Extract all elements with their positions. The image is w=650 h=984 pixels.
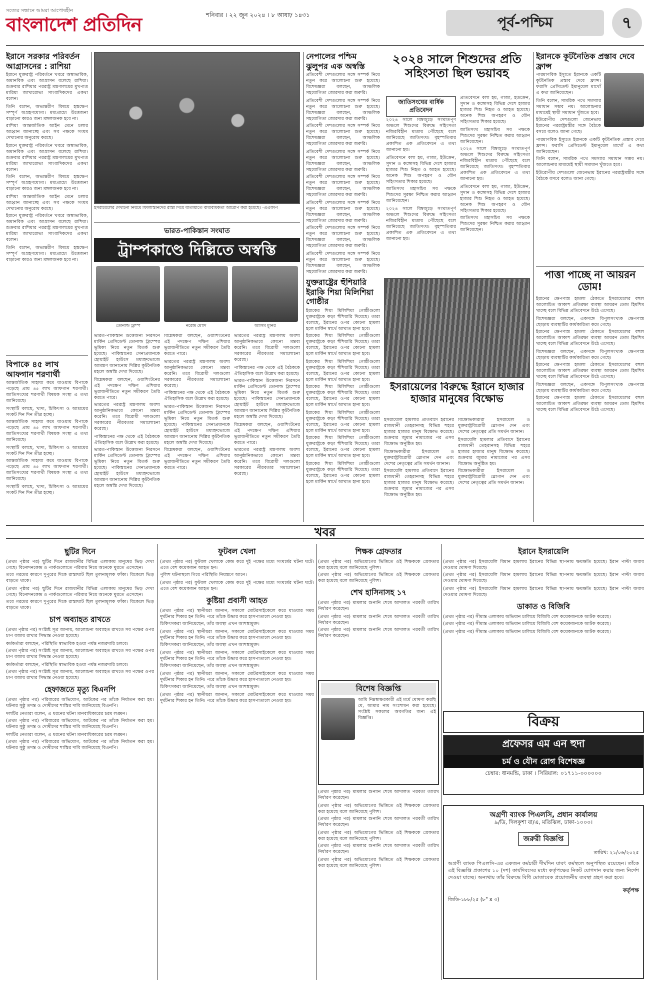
body-text: তিনি বলেন, অভ্যন্তরীণ বিষয়ে হস্তক্ষেপ সম্পূর্ণ অগ্রহণযোগ্য। মধ্যপ্রাচ্যে উত্তেজনা বাড়ানো কারও জন্য মঙ্গলজনক হবে না।: [6, 104, 88, 122]
newspaper-logo[interactable]: [6, 8, 186, 38]
subheadline[interactable]: ইরানে ইসরায়েলি: [518, 547, 569, 556]
body-text: (প্রথম পৃষ্ঠার পর) মামলার শুনানি শেষে আদালত পরবর্তী তারিখ নির্ধারণ করেছেন।: [318, 817, 439, 828]
body-text: আন্তর্জাতিক সাহায্য কমে যাওয়ায় বিপাকে পড়েছে প্রায় ৪৫ লাখ আফগান শরণার্থী। জাতিসংঘের শরণার্থী বিষয়ক সংস্থা এ তথ্য জানিয়েছে।: [6, 420, 88, 443]
body-text: ইউরোপীয় দেশগুলো জেনেভায় ইরানের পররাষ্ট্রমন্ত্রীর সঙ্গে বৈঠকে বসবে বলেও জানা গেছে।: [536, 170, 644, 182]
body-text: ইরাকের শিয়া মিলিশিয়া গোষ্ঠীগুলো যুক্তরাষ্ট্রকে কড়া হুঁশিয়ারি দিয়েছে। তারা বলেছে, ইরানের ওপর কোনো হামলা হলে মার্কিন স্বার্থে আঘাত হানা হবে।: [306, 436, 380, 459]
body-text: (প্রথম পৃষ্ঠার পর) ফুটবল খেলাকে কেন্দ্র করে দুই পক্ষের মধ্যে সংঘর্ষের ঘটনা ঘটে। এতে বেশ কয়েকজন আহত হন।: [160, 580, 314, 592]
body-text: আন্তর্জাতিক সাহায্য কমে যাওয়ায় বিপাকে পড়েছে প্রায় ৪৫ লাখ আফগান শরণার্থী। জাতিসংঘের শরণার্থী বিষয়ক সংস্থা এ তথ্য জানিয়েছে।: [6, 381, 88, 404]
section-banner: পূর্ব-পশ্চিম: [446, 10, 604, 36]
body-text: (প্রথম পৃষ্ঠার পর) সংশ্লিষ্ট সূত্র জানায়, আলোচনা অব্যাহত রাখতে সব পক্ষের ওপর চাপ বজায় রাখার সিদ্ধান্ত নেওয়া হয়েছে।: [6, 649, 154, 661]
body-text: কর্মকর্তারা বলছেন, পরিস্থিতি স্বাভাবিক হওয়া পর্যন্ত নজরদারি চলবে।: [6, 641, 129, 647]
body-text: (প্রথম পৃষ্ঠার পর) পরিবারের অভিযোগ, আটকের পর তাঁকে নির্যাতন করা হয়। ঘটনার সুষ্ঠু তদন্ত ও দোষীদের শাস্তির দাবি জানিয়েছে বিএনপি।: [6, 719, 154, 731]
body-text: প্রতিবেশী দেশগুলোর সঙ্গে সম্পর্ক নিয়ে নতুন করে আলোচনা শুরু হয়েছে। বিশেষজ্ঞরা বলছেন, আঞ্চলিক সহযোগিতা জোরদার করা জরুরি।: [306, 98, 380, 122]
body-text: প্রতিবেদনে বলা হয়, গাজা, ইউক্রেন, সুদান ও কঙ্গোসহ বিভিন্ন দেশে হাজার হাজার শিশু নিহত ও আহত হয়েছে। অনেক শিশু অপহরণ ও যৌন সহিংসতার শিকার হয়েছে।: [386, 155, 456, 185]
body-text: প্রতিবেদনে বলা হয়, গাজা, ইউক্রেন, সুদান ও কঙ্গোসহ বিভিন্ন দেশে হাজার হাজার শিশু নিহত ও আহত হয়েছে। অনেক শিশু অপহরণ ও যৌন সহিংসতার শিকার হয়েছে।: [460, 96, 530, 125]
body-text: (প্রথম পৃষ্ঠার পর) ছুটির দিনে রাজধানীর বিভিন্ন এলাকায় মানুষের ভিড় দেখা গেছে। বিনোদনকেন্দ্র ও পার্কগুলোতে পরিবার নিয়ে অনেকে ঘুরতে এসেছেন।: [6, 586, 154, 598]
india-pak-body-col3: [234, 334, 300, 522]
headline: ইরানকে কূটনৈতিক প্রস্তাব দেবে ফ্রান্স: [536, 52, 635, 71]
body-text: প্রতিবেশী দেশগুলোর সঙ্গে সম্পর্ক নিয়ে নতুন করে আলোচনা শুরু হয়েছে। বিশেষজ্ঞরা বলছেন, আঞ্চলিক সহযোগিতা জোরদার করা জরুরি।: [306, 226, 380, 249]
notice-date: তারিখ: ২১/০৬/২০২৫: [593, 850, 639, 857]
body-text: তিনি বলেন, সামরিক পথে সমস্যার সমাধান সম্ভব নয়। আলোচনার মাধ্যমেই স্থায়ী সমাধান খুঁজতে হবে।: [536, 157, 644, 168]
body-text: ভারতের পররাষ্ট্র মন্ত্রণালয় অবশ্য আনুষ্ঠানিকভাবে কোনো মন্তব্য করেনি। তবে বিরোধী দলগুলো সরকারের নীরবতার সমালোচনা করেছে।: [164, 359, 230, 389]
body-text: ভারতের পররাষ্ট্র মন্ত্রণালয় অবশ্য আনুষ্ঠানিকভাবে কোনো মন্তব্য করেনি। তবে বিরোধী দলগুলো সরকারের নীরবতার সমালোচনা করেছে।: [94, 403, 160, 432]
bottom-column-3b: [318, 790, 439, 980]
body-text: বিক্ষোভকারীরা ইসরায়েল ও যুক্তরাষ্ট্রবিরোধী স্লোগান দেন এবং দেশের নেতৃত্বের প্রতি সমর্থন জানান।: [458, 469, 530, 486]
body-text: বিশেষজ্ঞরা বলছেন, একসঙ্গে বিপুলসংখ্যক ক্ষেপণাস্ত্র ছোড়ায় ব্যবস্থাটির কার্যকারিতা কমে গেছে।: [536, 349, 644, 361]
article-nepal[interactable]: [306, 52, 380, 274]
ad-doctor[interactable]: [443, 735, 644, 795]
body-text: ইসরায়েলি হামলার প্রতিবাদে ইরানের রাজধানী তেহরানসহ বিভিন্ন শহরে হাজার হাজার মানুষ বিক্ষোভ করেছে। শুক্রবার জুমার নামাজের পর এসব বিক্ষোভ অনুষ্ঠিত হয়।: [384, 469, 454, 498]
body-text: ইরাকের শিয়া মিলিশিয়া গোষ্ঠীগুলো যুক্তরাষ্ট্রকে কড়া হুঁশিয়ারি দিয়েছে। তারা বলেছে, ইরানের ওপর কোনো হামলা হলে মার্কিন স্বার্থে আঘাত হানা হবে।: [306, 410, 380, 434]
headline: ইসরায়েলের বিরুদ্ধে ইরানে হাজার হাজার মানুষের বিক্ষোভ: [389, 382, 525, 405]
ad-bank-notice[interactable]: [443, 805, 644, 979]
body-text: ২০২৪ সালে বিশ্বজুড়ে সংঘাতপূর্ণ অঞ্চলে শিশুদের বিরুদ্ধে সহিংসতা নজিরবিহীন মাত্রায় পৌঁছেছে বলে জানিয়েছে জাতিসংঘ। বৃহস্পতিবার প্রকাশিত এক প্রতিবেদনে এ তথ্য জানানো হয়।: [386, 206, 456, 242]
column-rule: [533, 52, 534, 522]
body-text: প্রতিবেশী দেশগুলোর সঙ্গে সম্পর্ক নিয়ে নতুন করে আলোচনা শুরু হয়েছে। বিশেষজ্ঞরা বলছেন, আঞ্চলিক সহযোগিতা জোরদার করা জরুরি।: [306, 124, 380, 147]
body-text: (প্রথম পৃষ্ঠার পর) সীমান্ত এলাকায় অভিযান চালিয়ে বিজিবি বেশ কয়েকজনকে আটক করেছে।: [443, 622, 611, 628]
body-text: চিকিৎসকরা জানিয়েছেন, তাঁর অবস্থা এখন আশঙ্কামুক্ত।: [160, 643, 260, 649]
subheadline[interactable]: শেখ হাসিনাসহ ১৭: [350, 588, 407, 598]
logo-tagline: সত্যের সন্ধানে আমরা আপোষহীন: [6, 8, 74, 14]
photo-munir: [232, 266, 298, 322]
body-text: তবে গরমের কারণে দুপুরের দিকে রাস্তাঘাট ছিল তুলনামূলক ফাঁকা। বিকেলে ভিড় বাড়তে থাকে।: [6, 573, 154, 585]
doctor-name: প্রফেসর এম এন হুদা: [444, 736, 643, 755]
body-text: বিশ্লেষকরা বলছেন, ওয়াশিংটনের এই পদক্ষেপ দক্ষিণ এশিয়ার ভূরাজনীতিতে নতুন সমীকরণ তৈরি করতে পারে।: [164, 334, 230, 357]
body-text: ভারত-পাকিস্তান উত্তেজনা নিরসনে মার্কিন প্রেসিডেন্ট ডোনাল্ড ট্রাম্পের ভূমিকা নিয়ে নতুন বিতর্ক শুরু হয়েছে। পাকিস্তানের সেনাপ্রধানকে হোয়াইট হাউসে মধ্যাহ্নভোজে আমন্ত্রণ জানানোয় দিল্লির কূটনৈতিক মহলে অস্বস্তি দেখা দিয়েছে।: [94, 334, 160, 375]
body-text: দলটির নেতারা বলেন, এ ধরনের ঘটনা মানবাধিকারের চরম লঙ্ঘন।: [6, 711, 127, 717]
photo-macron: [604, 73, 644, 127]
body-text: (প্রথম পৃষ্ঠার পর) স্থানীয়রা জানান, সকালে মোটরসাইকেলে করে যাওয়ার সময় দুর্ঘটনার শিকার হন তিনি। পরে তাঁকে উদ্ধার করে হাসপাতালে নেওয়া হয়।: [160, 650, 314, 662]
body-text: (প্রথম পৃষ্ঠার পর) স্থানীয়রা জানান, সকালে মোটরসাইকেলে করে যাওয়ার সময় দুর্ঘটনার শিকার হন তিনি। পরে তাঁকে উদ্ধার করে হাসপাতালে নেওয়া হয়।: [160, 692, 314, 704]
body-text: (প্রথম পৃষ্ঠার পর) ইসরায়েলি বিমান হামলায় ইরানের বিভিন্ন স্থাপনায় ক্ষয়ক্ষতি হয়েছে। ইরান পাল্টা জবাব দেওয়ার ঘোষণা দিয়েছে।: [443, 573, 644, 585]
name-modi: নরেন্দ্র মোদি: [185, 324, 207, 329]
notice-body: অগ্রণী ব্যাংক পিএলসি-এর একজন কর্মচারী দীর্ঘদিন যাবৎ কর্মস্থলে অনুপস্থিত রয়েছেন। তাঁকে এই বিজ্ঞপ্তি প্রকাশের ১০ (দশ) কার্যদিবসের মধ্যে কর্তৃপক্ষের নিকট যোগদান করার জন্য নির্দেশ দেওয়া যাচ্ছে। অন্যথায় তাঁর বিরুদ্ধে বিধি মোতাবেক প্রয়োজনীয় ব্যবস্থা গ্রহণ করা হবে।: [448, 860, 639, 881]
body-text: (প্রথম পৃষ্ঠার পর) ইসরায়েলি বিমান হামলায় ইরানের বিভিন্ন স্থাপনায় ক্ষয়ক্ষতি হয়েছে। ইরান পাল্টা জবাব দেওয়ার ঘোষণা দিয়েছে।: [443, 586, 644, 598]
headline: ২০২৪ সালে শিশুদের প্রতি সহিংসতা ছিল ভয়াবহ: [392, 52, 522, 80]
body-text: (প্রথম পৃষ্ঠার পর) পরিবারের অভিযোগ, আটকের পর তাঁকে নির্যাতন করা হয়। ঘটনার সুষ্ঠু তদন্ত ও দোষীদের শাস্তির দাবি জানিয়েছে বিএনপি।: [6, 698, 154, 710]
notice-code: জিডি-১৮৮/২৫ (৮" x ৩): [448, 897, 500, 904]
body-text: পাকিস্তানের পক্ষ থেকে এই বৈঠককে ঐতিহাসিক বলে উল্লেখ করা হয়েছে।: [234, 365, 300, 377]
india-pak-body-col1: [94, 334, 160, 522]
notice-address: ৯/ডি, দিলকুশা বা/এ, মতিঝিল, ঢাকা-১০০০।: [494, 820, 593, 827]
body-text: চিকিৎসকরা জানিয়েছেন, তাঁর অবস্থা এখন আশঙ্কামুক্ত।: [160, 622, 260, 628]
notice-ad-special[interactable]: [318, 680, 439, 785]
body-text: তবে গরমের কারণে দুপুরের দিকে রাস্তাঘাট ছিল তুলনামূলক ফাঁকা। বিকেলে ভিড় বাড়তে থাকে।: [6, 600, 154, 612]
article-afghan-refugees[interactable]: [6, 360, 88, 522]
body-text: (প্রথম পৃষ্ঠার পর) স্থানীয়রা জানান, সকালে মোটরসাইকেলে করে যাওয়ার সময় দুর্ঘটনার শিকার হন তিনি। পরে তাঁকে উদ্ধার করে হাসপাতালে নেওয়া হয়।: [160, 671, 314, 683]
bottom-column-2: [160, 544, 314, 980]
body-text: পারমাণবিক ইস্যুতে ইরানকে একটি কূটনৈতিক প্রস্তাব দেবে ফ্রান্স। ফরাসি প্রেসিডেন্ট ইমানুয়েল মাখোঁ এ কথা জানিয়েছেন।: [536, 73, 601, 96]
name-munir: আসিম মুনির: [254, 324, 276, 329]
body-text: (প্রথম পৃষ্ঠার পর) মামলার শুনানি শেষে আদালত পরবর্তী তারিখ নির্ধারণ করেছেন।: [318, 614, 439, 626]
lead-photo[interactable]: [94, 52, 300, 204]
body-text: ২০২৪ সালে বিশ্বজুড়ে সংঘাতপূর্ণ অঞ্চলে শিশুদের বিরুদ্ধে সহিংসতা নজিরবিহীন মাত্রায় পৌঁছেছে বলে জানিয়েছে জাতিসংঘ। বৃহস্পতিবার প্রকাশিত এক প্রতিবেদনে এ তথ্য জানানো হয়।: [460, 147, 530, 182]
portrait-photo: [321, 698, 355, 740]
body-text: প্রতিবেশী দেশগুলোর সঙ্গে সম্পর্ক নিয়ে নতুন করে আলোচনা শুরু হয়েছে। বিশেষজ্ঞরা বলছেন, আঞ্চলিক সহযোগিতা জোরদার করা জরুরি।: [306, 73, 380, 96]
body-text: বিশ্লেষকরা বলছেন, ওয়াশিংটনের এই পদক্ষেপ দক্ষিণ এশিয়ার ভূরাজনীতিতে নতুন সমীকরণ তৈরি করতে পারে।: [164, 448, 230, 471]
body-text: ইরাকের শিয়া মিলিশিয়া গোষ্ঠীগুলো যুক্তরাষ্ট্রকে কড়া হুঁশিয়ারি দিয়েছে। তারা বলেছে, ইরানের ওপর কোনো হামলা হলে মার্কিন স্বার্থে আঘাত হানা হবে।: [306, 308, 380, 332]
headline: নেপালের পশ্চিম ঝুলুপর এক অস্বস্তি: [306, 52, 365, 71]
body-text: বিক্ষোভকারীরা ইসরায়েল ও যুক্তরাষ্ট্রবিরোধী স্লোগান দেন এবং দেশের নেতৃত্বের প্রতি সমর্থন জানান।: [458, 418, 530, 435]
article-france-iran[interactable]: [536, 52, 644, 262]
column-rule: [91, 52, 92, 522]
body-text: ইরানে যুক্তরাষ্ট্র পরিবর্তনে খবরে অস্বাভাবিক, অমানবিক এবং আগ্রাসন বলেছে রাশিয়া। শুক্রবার রাশিয়ার পররাষ্ট্র মন্ত্রণালয়ের মুখপাত্র মারিয়া জাখারোভা সাংবাদিকদের একথা বলেন।: [6, 143, 88, 173]
body-text: ইরানের ক্ষেপণাস্ত্র হামলা ঠেকাতে ইসরায়েলের বহুল আলোচিত আকাশ প্রতিরক্ষা ব্যবস্থা আয়রন ডোম হিমশিম খাচ্ছে বলে বিভিন্ন প্রতিবেদনে উঠে এসেছে।: [536, 396, 644, 413]
subheadline[interactable]: শিক্ষক গ্রেফতার: [355, 547, 402, 556]
column-rule: [157, 544, 158, 980]
body-text: (প্রথম পৃষ্ঠার পর) সংশ্লিষ্ট সূত্র জানায়, আলোচনা অব্যাহত রাখতে সব পক্ষের ওপর চাপ বজায় রাখার সিদ্ধান্ত নেওয়া হয়েছে।: [6, 670, 154, 682]
body-text: প্রতিবেশী দেশগুলোর সঙ্গে সম্পর্ক নিয়ে নতুন করে আলোচনা শুরু হয়েছে। বিশেষজ্ঞরা বলছেন, আঞ্চলিক সহযোগিতা জোরদার করা জরুরি।: [306, 251, 380, 274]
headline: ইরানে সরকার পরিবর্তন আগ্রাসনের : রাশিয়া: [6, 52, 80, 71]
body-text: ইরাকের শিয়া মিলিশিয়া গোষ্ঠীগুলো যুক্তরাষ্ট্রকে কড়া হুঁশিয়ারি দিয়েছে। তারা বলেছে, ইরানের ওপর কোনো হামলা হলে মার্কিন স্বার্থে আঘাত হানা হবে।: [306, 461, 380, 485]
divider: [536, 266, 644, 267]
body-text: ভারত-পাকিস্তান উত্তেজনা নিরসনে মার্কিন প্রেসিডেন্ট ডোনাল্ড ট্রাম্পের ভূমিকা নিয়ে নতুন বিতর্ক শুরু হয়েছে। পাকিস্তানের সেনাপ্রধানকে হোয়াইট হাউসে মধ্যাহ্নভোজে আমন্ত্রণ জানানোয় দিল্লির কূটনৈতিক মহলে অস্বস্তি দেখা দিয়েছে।: [94, 448, 160, 489]
body-text: (প্রথম পৃষ্ঠার পর) মামলার শুনানি শেষে আদালত পরবর্তী তারিখ নির্ধারণ করেছেন।: [318, 844, 439, 855]
headline: যুক্তরাষ্ট্রের হুঁশিয়ারি ইরাকি শিয়া মিলিশিয়া গোষ্ঠীর: [306, 278, 374, 306]
body-text: বিশ্লেষকরা বলছেন, ওয়াশিংটনের এই পদক্ষেপ দক্ষিণ এশিয়ার ভূরাজনীতিতে নতুন সমীকরণ তৈরি করতে পারে।: [234, 422, 300, 446]
body-text: ইরানের ক্ষেপণাস্ত্র হামলা ঠেকাতে ইসরায়েলের বহুল আলোচিত আকাশ প্রতিরক্ষা ব্যবস্থা আয়রন ডোম হিমশিম খাচ্ছে বলে বিভিন্ন প্রতিবেদনে উঠে এসেছে।: [536, 297, 644, 314]
body-text: (প্রথম পৃষ্ঠার পর) ইসরায়েলি বিমান হামলায় ইরানের বিভিন্ন স্থাপনায় ক্ষয়ক্ষতি হয়েছে। ইরান পাল্টা জবাব দেওয়ার ঘোষণা দিয়েছে।: [443, 559, 644, 571]
doctor-specialty: চর্ম ও যৌন রোগ বিশেষজ্ঞ: [444, 755, 643, 769]
body-text: রাশিয়া আন্তর্জাতিক আইন মেনে চলার আহ্বান জানাচ্ছে এবং সব পক্ষকে সংযম দেখানোর অনুরোধ করছে।: [6, 194, 88, 212]
body-text: ইরানের ক্ষেপণাস্ত্র হামলা ঠেকাতে ইসরায়েলের বহুল আলোচিত আকাশ প্রতিরক্ষা ব্যবস্থা আয়রন ডোম হিমশিম খাচ্ছে বলে বিভিন্ন প্রতিবেদনে উঠে এসেছে।: [536, 330, 644, 347]
body-text: বিক্ষোভকারীরা ইসরায়েল ও যুক্তরাষ্ট্রবিরোধী স্লোগান দেন এবং দেশের নেতৃত্বের প্রতি সমর্থন জানান।: [384, 449, 454, 467]
body-text: প্রতিবেশী দেশগুলোর সঙ্গে সম্পর্ক নিয়ে নতুন করে আলোচনা শুরু হয়েছে। বিশেষজ্ঞরা বলছেন, আঞ্চলিক সহযোগিতা জোরদার করা জরুরি।: [306, 200, 380, 224]
body-text: বিশেষজ্ঞরা বলছেন, একসঙ্গে বিপুলসংখ্যক ক্ষেপণাস্ত্র ছোড়ায় ব্যবস্থাটির কার্যকারিতা কমে গেছে।: [536, 382, 644, 394]
body-text: পুলিশ ঘটনাস্থলে গিয়ে পরিস্থিতি নিয়ন্ত্রণে আনে।: [160, 573, 247, 579]
body-text: (প্রথম পৃষ্ঠার পর) স্থানীয়রা জানান, সকালে মোটরসাইকেলে করে যাওয়ার সময় দুর্ঘটনার শিকার হন তিনি। পরে তাঁকে উদ্ধার করে হাসপাতালে নেওয়া হয়।: [160, 629, 314, 641]
body-text: (প্রথম পৃষ্ঠার পর) মামলার শুনানি শেষে আদালত পরবর্তী তারিখ নির্ধারণ করেছেন।: [318, 628, 439, 640]
subheadline[interactable]: হেফাজতে মৃত্যু বিএনপি: [44, 685, 116, 695]
body-text: ইরানের ক্ষেপণাস্ত্র হামলা ঠেকাতে ইসরায়েলের বহুল আলোচিত আকাশ প্রতিরক্ষা ব্যবস্থা আয়রন ডোম হিমশিম খাচ্ছে বলে বিভিন্ন প্রতিবেদনে উঠে এসেছে।: [536, 363, 644, 380]
photo-trump: [96, 266, 160, 322]
protest-photo[interactable]: [384, 278, 530, 378]
body-text: ভারত-পাকিস্তান উত্তেজনা নিরসনে মার্কিন প্রেসিডেন্ট ডোনাল্ড ট্রাম্পের ভূমিকা নিয়ে নতুন বিতর্ক শুরু হয়েছে। পাকিস্তানের সেনাপ্রধানকে হোয়াইট হাউসে মধ্যাহ্নভোজে আমন্ত্রণ জানানোয় দিল্লির কূটনৈতিক মহলে অস্বস্তি দেখা দিয়েছে।: [164, 404, 230, 446]
article-iran-russia[interactable]: [6, 52, 88, 352]
name-trump: ডোনাল্ড ট্রাম্প: [115, 324, 141, 329]
body-text: দলটির নেতারা বলেন, এ ধরনের ঘটনা মানবাধিকারের চরম লঙ্ঘন।: [6, 732, 127, 738]
headline-children-violence[interactable]: [384, 52, 530, 94]
body-text: বিশ্লেষকরা বলছেন, ওয়াশিংটনের এই পদক্ষেপ দক্ষিণ এশিয়ার ভূরাজনীতিতে নতুন সমীকরণ তৈরি করতে পারে।: [94, 377, 160, 401]
body-text: (প্রথম পৃষ্ঠার পর) অভিযোগের ভিত্তিতে ওই শিক্ষককে গ্রেফতার করা হয়েছে বলে জানিয়েছে পুলিশ।: [318, 830, 439, 842]
notice-org: অগ্রণী ব্যাংক পিএলসি, প্রধান কার্যালয়: [489, 811, 598, 819]
subheadline[interactable]: ডাকাত ও বিজিবি: [517, 601, 570, 611]
body-text: (প্রথম পৃষ্ঠার পর) ছুটির দিনে রাজধানীর বিভিন্ন এলাকায় মানুষের ভিড় দেখা গেছে। বিনোদনকেন্দ্র ও পার্কগুলোতে পরিবার নিয়ে অনেকে ঘুরতে এসেছেন।: [6, 559, 154, 571]
body-text: (প্রথম পৃষ্ঠার পর) মামলার শুনানি শেষে আদালত পরবর্তী তারিখ নির্ধারণ করেছেন।: [318, 601, 439, 613]
notice-signatory: কর্তৃপক্ষ: [622, 887, 639, 894]
body-text: (প্রথম পৃষ্ঠার পর) অভিযোগের ভিত্তিতে ওই শিক্ষককে গ্রেফতার করা হয়েছে বলে জানিয়েছে পুলিশ।: [318, 857, 439, 869]
body-text: কর্মকর্তারা বলছেন, পরিস্থিতি স্বাভাবিক হওয়া পর্যন্ত নজরদারি চলবে।: [6, 662, 129, 668]
column-rule: [316, 544, 317, 980]
body-text: বিশেষজ্ঞরা বলছেন, একসঙ্গে বিপুলসংখ্যক ক্ষেপণাস্ত্র ছোড়ায় ব্যবস্থাটির কার্যকারিতা কমে গেছে।: [536, 316, 644, 328]
ad-title: বিশেষ বিজ্ঞপ্তি: [321, 683, 436, 695]
notice-title: জরুরী বিজ্ঞপ্তি: [518, 832, 568, 846]
body-text: প্রতিবেশী দেশগুলোর সঙ্গে সম্পর্ক নিয়ে নতুন করে আলোচনা শুরু হয়েছে। বিশেষজ্ঞরা বলছেন, আঞ্চলিক সহযোগিতা জোরদার করা জরুরি।: [306, 149, 380, 173]
body-text: (প্রথম পৃষ্ঠার পর) স্থানীয়রা জানান, সকালে মোটরসাইকেলে করে যাওয়ার সময় দুর্ঘটনার শিকার হন তিনি। পরে তাঁকে উদ্ধার করে হাসপাতালে নেওয়া হয়।: [160, 608, 314, 620]
body-text: আন্তর্জাতিক সাহায্য কমে যাওয়ায় বিপাকে পড়েছে প্রায় ৪৫ লাখ আফগান শরণার্থী। জাতিসংঘের শরণার্থী বিষয়ক সংস্থা এ তথ্য জানিয়েছে।: [6, 459, 88, 482]
doctor-detail: চেম্বার: ধানমন্ডি, ঢাকা । সিরিয়াল: ০১৭১১-০০০০০০: [485, 771, 602, 778]
article-militia[interactable]: [306, 278, 380, 522]
body-text: ভারতের পররাষ্ট্র মন্ত্রণালয় অবশ্য আনুষ্ঠানিকভাবে কোনো মন্তব্য করেনি। তবে বিরোধী দলগুলো সরকারের নীরবতার সমালোচনা করেছে।: [234, 448, 300, 477]
india-pak-body-col2: [164, 334, 230, 522]
body-text: (প্রথম পৃষ্ঠার পর) মামলার শুনানি শেষে আদালত পরবর্তী তারিখ নির্ধারণ করেছেন।: [318, 790, 439, 801]
column-rule: [441, 544, 442, 980]
headline: পাত্তা পাচ্ছে না আয়রন ডোম!: [544, 270, 636, 293]
body-text: ইরাকের শিয়া মিলিশিয়া গোষ্ঠীগুলো যুক্তরাষ্ট্রকে কড়া হুঁশিয়ারি দিয়েছে। তারা বলেছে, ইরানের ওপর কোনো হামলা হলে মার্কিন স্বার্থে আঘাত হানা হবে।: [306, 385, 380, 408]
masthead: [6, 6, 644, 46]
body-text: (প্রথম পৃষ্ঠার পর) সীমান্ত এলাকায় অভিযান চালিয়ে বিজিবি বেশ কয়েকজনকে আটক করেছে।: [443, 629, 611, 635]
body-text: জাতিসংঘ মহাসচিব সব পক্ষকে শিশুদের সুরক্ষা নিশ্চিত করার আহ্বান জানিয়েছেন।: [386, 187, 456, 204]
body-text: (প্রথম পৃষ্ঠার পর) অভিযোগের ভিত্তিতে ওই শিক্ষককে গ্রেফতার করা হয়েছে বলে জানিয়েছে পুলিশ।: [318, 573, 439, 585]
body-text: ইসরায়েলি হামলার প্রতিবাদে ইরানের রাজধানী তেহরানসহ বিভিন্ন শহরে হাজার হাজার মানুষ বিক্ষোভ করেছে। শুক্রবার জুমার নামাজের পর এসব বিক্ষোভ অনুষ্ঠিত হয়।: [384, 418, 454, 447]
article-iron-dome[interactable]: [536, 270, 644, 522]
headline: বিপাকে ৪৫ লাখ আফগান শরণার্থী: [6, 360, 61, 379]
logo-text: বাংলাদেশ প্রতিদিন: [6, 14, 142, 37]
divider: [94, 222, 300, 223]
body-text: জাতিসংঘ মহাসচিব সব পক্ষকে শিশুদের সুরক্ষা নিশ্চিত করার আহ্বান জানিয়েছেন।: [460, 216, 530, 233]
lead-photo-caption: ইসরায়েলের দেখানো নিয়মে ফিলিস্তিনিদের রাস্তা দিয়ে যাতায়াতে বাধ্যবাধকতা আরোপ করা হয়েছে। -এএফপি: [94, 206, 278, 211]
body-text: (প্রথম পৃষ্ঠার পর) অভিযোগের ভিত্তিতে ওই শিক্ষককে গ্রেফতার করা হয়েছে বলে জানিয়েছে পুলিশ।: [318, 559, 439, 571]
section-divider-khobor: খবর: [6, 525, 644, 539]
body-text: তিনি বলেন, অভ্যন্তরীণ বিষয়ে হস্তক্ষেপ সম্পূর্ণ অগ্রহণযোগ্য। মধ্যপ্রাচ্যে উত্তেজনা বাড়ানো কারও জন্য মঙ্গলজনক হবে না।: [6, 245, 88, 263]
body-text: প্রতিবেশী দেশগুলোর সঙ্গে সম্পর্ক নিয়ে নতুন করে আলোচনা শুরু হয়েছে। বিশেষজ্ঞরা বলছেন, আঞ্চলিক সহযোগিতা জোরদার করা জরুরি।: [306, 175, 380, 198]
body-text: সংস্থাটি বলছে, খাদ্য, চিকিৎসা ও আশ্রয়ের সংকট দিন দিন তীব্র হচ্ছে।: [6, 484, 88, 496]
bottom-column-4: [443, 544, 644, 708]
body-text: (প্রথম পৃষ্ঠার পর) সীমান্ত এলাকায় অভিযান চালিয়ে বিজিবি বেশ কয়েকজনকে আটক করেছে।: [443, 614, 611, 620]
headline-india-pak[interactable]: ট্রাম্পকাণ্ডে দিল্লিতে অস্বস্তি: [94, 238, 300, 262]
body-text: সংস্থাটি বলছে, খাদ্য, চিকিৎসা ও আশ্রয়ের সংকট দিন দিন তীব্র হচ্ছে।: [6, 445, 88, 457]
body-text: চিকিৎসকরা জানিয়েছেন, তাঁর অবস্থা এখন আশঙ্কামুক্ত।: [160, 664, 260, 670]
body-text: ইরাকের শিয়া মিলিশিয়া গোষ্ঠীগুলো যুক্তরাষ্ট্রকে কড়া হুঁশিয়ারি দিয়েছে। তারা বলেছে, ইরানের ওপর কোনো হামলা হলে মার্কিন স্বার্থে আঘাত হানা হবে।: [306, 359, 380, 383]
body-text: (প্রথম পৃষ্ঠার পর) সংশ্লিষ্ট সূত্র জানায়, আলোচনা অব্যাহত রাখতে সব পক্ষের ওপর চাপ বজায় রাখার সিদ্ধান্ত নেওয়া হয়েছে।: [6, 628, 154, 640]
body-text: রাশিয়া আন্তর্জাতিক আইন মেনে চলার আহ্বান জানাচ্ছে এবং সব পক্ষকে সংযম দেখানোর অনুরোধ করছে।: [6, 124, 88, 141]
subheadline[interactable]: চাপ অব্যাহত রাখতে: [49, 615, 111, 625]
ad-for-sale[interactable]: বিক্রয়: [443, 711, 644, 733]
body-text: ইরাকের শিয়া মিলিশিয়া গোষ্ঠীগুলো যুক্তরাষ্ট্রকে কড়া হুঁশিয়ারি দিয়েছে। তারা বলেছে, ইরানের ওপর কোনো হামলা হলে মার্কিন স্বার্থে আঘাত হানা হবে।: [306, 334, 380, 357]
body-text: তিনি বলেন, সামরিক পথে সমস্যার সমাধান সম্ভব নয়। আলোচনার মাধ্যমেই স্থায়ী সমাধান খুঁজতে হবে।: [536, 98, 601, 116]
headline-iran-protest[interactable]: [384, 382, 530, 416]
body-text: পাকিস্তানের পক্ষ থেকে এই বৈঠককে ঐতিহাসিক বলে উল্লেখ করা হয়েছে।: [164, 391, 230, 402]
body-text: পারমাণবিক ইস্যুতে ইরানকে একটি কূটনৈতিক প্রস্তাব দেবে ফ্রান্স। ফরাসি প্রেসিডেন্ট ইমানুয়েল মাখোঁ এ কথা জানিয়েছেন।: [536, 137, 644, 155]
subheadline[interactable]: ফুটবল খেলা: [218, 547, 256, 556]
ad-body: আমি নিম্নস্বাক্ষরকারী এই মর্মে ঘোষণা করছি যে, আমার নাম সংশোধন করা হয়েছে। সংশ্লিষ্ট সকলের অবগতির জন্য এই বিজ্ঞপ্তি।: [358, 697, 436, 721]
inset-label: জাতিসংঘের বার্ষিক প্রতিবেদন: [386, 96, 456, 117]
body-text: জাতিসংঘ মহাসচিব সব পক্ষকে শিশুদের সুরক্ষা নিশ্চিত করার আহ্বান জানিয়েছেন।: [460, 127, 530, 145]
body-text: পাকিস্তানের পক্ষ থেকে এই বৈঠককে ঐতিহাসিক বলে উল্লেখ করা হয়েছে।: [94, 434, 160, 446]
body-text: সংস্থাটি বলছে, খাদ্য, চিকিৎসা ও আশ্রয়ের সংকট দিন দিন তীব্র হচ্ছে।: [6, 406, 88, 418]
body-text: ইসরায়েলি হামলার প্রতিবাদে ইরানের রাজধানী তেহরানসহ বিভিন্ন শহরে হাজার হাজার মানুষ বিক্ষোভ করেছে। শুক্রবার জুমার নামাজের পর এসব বিক্ষোভ অনুষ্ঠিত হয়।: [458, 437, 530, 467]
body-text: তিনি বলেন, অভ্যন্তরীণ বিষয়ে হস্তক্ষেপ সম্পূর্ণ অগ্রহণযোগ্য। মধ্যপ্রাচ্যে উত্তেজনা বাড়ানো কারও জন্য মঙ্গলজনক হবে না।: [6, 175, 88, 192]
column-rule: [303, 52, 304, 522]
bottom-column-1: [6, 544, 154, 980]
body-text: ভারত-পাকিস্তান উত্তেজনা নিরসনে মার্কিন প্রেসিডেন্ট ডোনাল্ড ট্রাম্পের ভূমিকা নিয়ে নতুন বিতর্ক শুরু হয়েছে। পাকিস্তানের সেনাপ্রধানকে হোয়াইট হাউসে মধ্যাহ্নভোজে আমন্ত্রণ জানানোয় দিল্লির কূটনৈতিক মহলে অস্বস্তি দেখা দিয়েছে।: [234, 379, 300, 420]
divider: [6, 355, 88, 356]
protest-body-col1: [384, 418, 454, 522]
body-text: ইরানে যুক্তরাষ্ট্র পরিবর্তনে খবরে অস্বাভাবিক, অমানবিক এবং আগ্রাসন বলেছে রাশিয়া। শুক্রবার রাশিয়ার পররাষ্ট্র মন্ত্রণালয়ের মুখপাত্র মারিয়া জাখারোভা সাংবাদিকদের একথা বলেন।: [6, 73, 88, 102]
body-text: ইউরোপীয় দেশগুলো জেনেভায় ইরানের পররাষ্ট্রমন্ত্রীর সঙ্গে বৈঠকে বসবে বলেও জানা গেছে।: [536, 118, 601, 135]
body-text: প্রতিবেদনে বলা হয়, গাজা, ইউক্রেন, সুদান ও কঙ্গোসহ বিভিন্ন দেশে হাজার হাজার শিশু নিহত ও আহত হয়েছে। অনেক শিশু অপহরণ ও যৌন সহিংসতার শিকার হয়েছে।: [460, 184, 530, 214]
children-body-col2: [460, 96, 530, 274]
photo-modi: [164, 266, 228, 322]
body-text: (প্রথম পৃষ্ঠার পর) অভিযোগের ভিত্তিতে ওই শিক্ষককে গ্রেফতার করা হয়েছে বলে জানিয়েছে পুলিশ।: [318, 803, 439, 815]
body-text: চিকিৎসকরা জানিয়েছেন, তাঁর অবস্থা এখন আশঙ্কামুক্ত।: [160, 685, 260, 691]
dateline: শনিবার । ২২ জুন ২০২৪ । ৮ আষাঢ় ১৪৩১: [206, 12, 310, 19]
body-text: ২০২৪ সালে বিশ্বজুড়ে সংঘাতপূর্ণ অঞ্চলে শিশুদের বিরুদ্ধে সহিংসতা নজিরবিহীন মাত্রায় পৌঁছেছে বলে জানিয়েছে জাতিসংঘ। বৃহস্পতিবার প্রকাশিত এক প্রতিবেদনে এ তথ্য জানানো হয়।: [386, 118, 456, 153]
body-text: ভারতের পররাষ্ট্র মন্ত্রণালয় অবশ্য আনুষ্ঠানিকভাবে কোনো মন্তব্য করেনি। তবে বিরোধী দলগুলো সরকারের নীরবতার সমালোচনা করেছে।: [234, 334, 300, 363]
bottom-column-3: [318, 544, 439, 678]
body-text: (প্রথম পৃষ্ঠার পর) ফুটবল খেলাকে কেন্দ্র করে দুই পক্ষের মধ্যে সংঘর্ষের ঘটনা ঘটে। এতে বেশ কয়েকজন আহত হন।: [160, 559, 314, 571]
children-body-col1: [386, 118, 456, 274]
kicker: ভারত-পাকিস্তান সংঘাত: [164, 227, 230, 235]
page-number: ৭: [612, 8, 642, 38]
subheadline[interactable]: ছুটির দিনে: [64, 547, 96, 556]
subheadline[interactable]: কুষ্টিয়া প্রবাসী আহত: [206, 595, 268, 605]
body-text: ইরানে যুক্তরাষ্ট্র পরিবর্তনে খবরে অস্বাভাবিক, অমানবিক এবং আগ্রাসন বলেছে রাশিয়া। শুক্রবার রাশিয়ার পররাষ্ট্র মন্ত্রণালয়ের মুখপাত্র মারিয়া জাখারোভা সাংবাদিকদের একথা বলেন।: [6, 214, 88, 243]
protest-body-col2: [458, 418, 530, 522]
body-text: (প্রথম পৃষ্ঠার পর) পরিবারের অভিযোগ, আটকের পর তাঁকে নির্যাতন করা হয়। ঘটনার সুষ্ঠু তদন্ত ও দোষীদের শাস্তির দাবি জানিয়েছে বিএনপি।: [6, 740, 154, 752]
